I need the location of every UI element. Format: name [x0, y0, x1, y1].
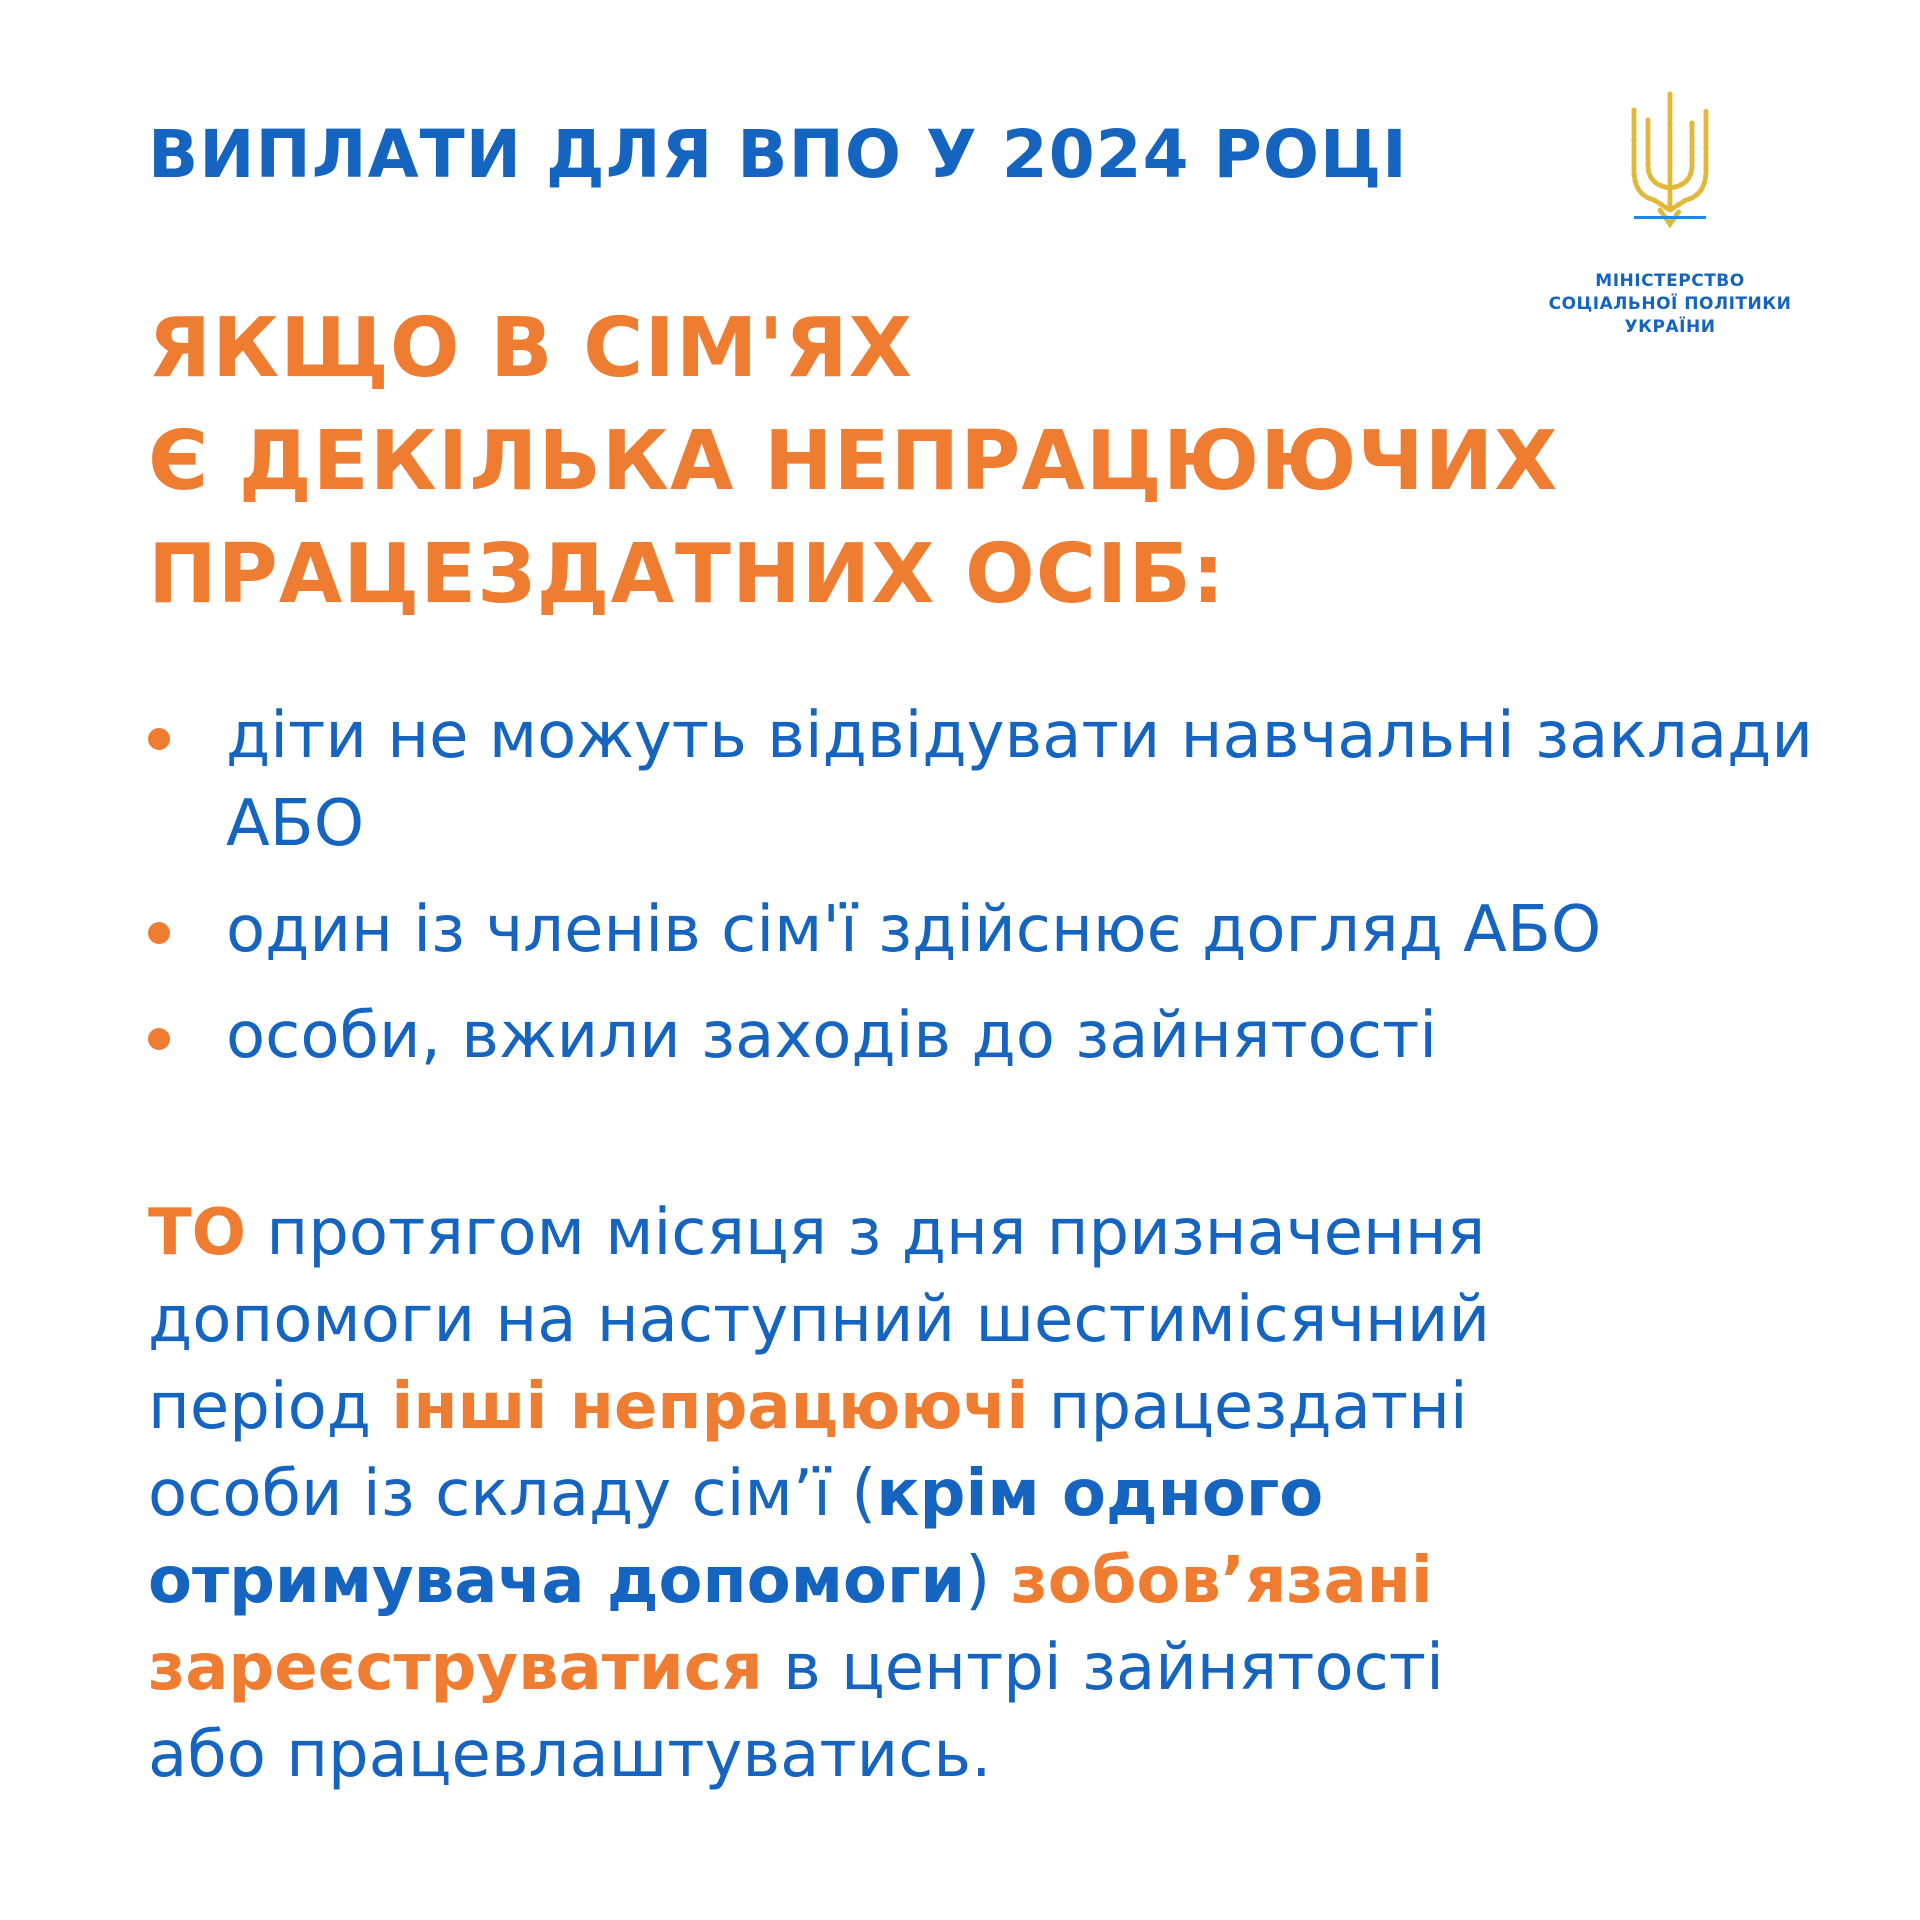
paragraph-line [148, 1538, 1788, 1625]
ministry-name [1530, 270, 1810, 339]
list-item-text: діти не можуть відвідувати навчальні заклади АБО [226, 699, 1813, 861]
ministry-logo [1530, 80, 1810, 350]
paragraph-text: або працевлаштуватись. [148, 1718, 992, 1792]
headline-line: ПРАЦЕЗДАТНИХ ОСІБ: [148, 527, 1226, 622]
emphasis-blue: отримувача допомоги [148, 1544, 966, 1618]
ministry-line: СОЦІАЛЬНОЇ ПОЛІТИКИ [1548, 294, 1792, 314]
paragraph-text: протягом місяця з дня призначення [246, 1196, 1486, 1270]
paragraph-line [148, 1190, 1788, 1277]
headline [148, 292, 1558, 631]
bullet-dot-icon [148, 1028, 170, 1050]
list-item [148, 992, 1868, 1080]
obligation-paragraph [148, 1190, 1788, 1799]
bullet-dot-icon [148, 728, 170, 750]
ministry-line: МІНІСТЕРСТВО [1595, 271, 1745, 291]
emphasis-to: ТО [148, 1196, 247, 1270]
paragraph-text: період [148, 1370, 392, 1444]
paragraph-line [148, 1451, 1788, 1538]
headline-line: Є ДЕКІЛЬКА НЕПРАЦЮЮЧИХ [148, 414, 1559, 509]
list-item-text: особи, вжили заходів до зайнятості [226, 999, 1438, 1073]
list-item [148, 692, 1868, 868]
trident-icon [1624, 90, 1716, 230]
paragraph-line [148, 1625, 1788, 1712]
paragraph-line [148, 1712, 1788, 1799]
page-title: ВИПЛАТИ ДЛЯ ВПО У 2024 РОЦІ [148, 116, 1408, 193]
paragraph-line [148, 1277, 1788, 1364]
emphasis-orange: зареєструватися [148, 1631, 763, 1705]
bullet-dot-icon [148, 922, 170, 944]
ministry-line: УКРАЇНИ [1624, 317, 1716, 337]
emphasis-orange: інші непрацюючі [391, 1370, 1029, 1444]
paragraph-text: ) [965, 1544, 1011, 1618]
emphasis-orange: зобов’язані [1010, 1544, 1433, 1618]
paragraph-line [148, 1364, 1788, 1451]
conditions-list [148, 692, 1868, 1098]
list-item [148, 886, 1868, 974]
emphasis-blue: крім одного [876, 1457, 1324, 1531]
paragraph-text: працездатні [1028, 1370, 1468, 1444]
headline-line: ЯКЩО В СІМ'ЯХ [148, 301, 913, 396]
paragraph-text: в центрі зайнятості [762, 1631, 1444, 1705]
list-item-text: один із членів сім'ї здійснює догляд АБО [226, 893, 1602, 967]
paragraph-text: допомоги на наступний шестимісячний [148, 1283, 1491, 1357]
paragraph-text: особи із складу сім’ї ( [148, 1457, 877, 1531]
